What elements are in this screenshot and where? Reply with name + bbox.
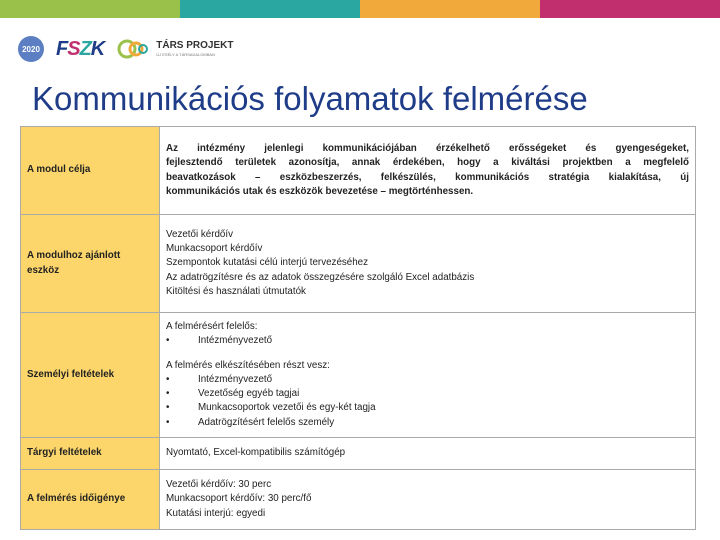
list-item: • Intézményvezető — [166, 334, 689, 348]
list-item: • Munkacsoportok vezetői és egy-két tagja — [166, 401, 689, 415]
row-label: Tárgyi feltételek — [21, 438, 160, 470]
logo-strip — [18, 32, 233, 66]
content-line: Szempontok kutatási célú interjú tervezéséhez — [166, 257, 369, 269]
tars-projekt-logo — [116, 38, 233, 60]
row-label: Személyi feltételek — [21, 313, 160, 438]
program-logo: 2020 — [18, 36, 44, 62]
top-color-bar — [0, 0, 720, 18]
row-label: A felmérés időigénye — [21, 470, 160, 530]
bullet-icon: • — [166, 335, 170, 347]
tars-swirl-icon — [116, 38, 150, 60]
table-row — [21, 438, 696, 470]
content-line: Az adatrögzítésre és az adatok összegzésére szolgáló Excel adatbázis — [166, 271, 475, 283]
table-row — [21, 215, 696, 313]
bullet-icon: • — [166, 388, 170, 400]
content-line: beavatkozások – eszközbeszerzés, felkészülés, kommunikációs stratégia kialakítása, új — [166, 171, 689, 183]
content-line: Vezetői kérdőív — [166, 228, 233, 240]
row-label: A modulhoz ajánlott eszköz — [21, 215, 160, 313]
content-line: Vezetői kérdőív: 30 perc — [166, 479, 272, 491]
row-content — [160, 127, 696, 215]
module-table — [20, 126, 696, 530]
top-bar-teal — [180, 0, 360, 18]
page-title: Kommunikációs folyamatok felmérése — [32, 80, 588, 117]
top-bar-orange — [360, 0, 540, 18]
list-item: • Vezetőség egyéb tagjai — [166, 387, 689, 401]
row-content — [160, 438, 696, 470]
bullet-icon: • — [166, 373, 170, 385]
table-row — [21, 470, 696, 530]
top-bar-green — [0, 0, 180, 18]
list-item: • Adatrögzítésért felelős személy — [166, 416, 689, 430]
content-line: Munkacsoport kérdőív — [166, 243, 263, 255]
fszk-logo: FSZK — [56, 37, 105, 60]
bullet-icon: • — [166, 402, 170, 414]
bullet-icon: • — [166, 416, 170, 428]
row-label: A modul célja — [21, 127, 160, 215]
content-line: Munkacsoport kérdőív: 30 perc/fő — [166, 493, 312, 505]
row-content — [160, 313, 696, 438]
content-line: Kutatási interjú: egyedi — [166, 507, 266, 519]
content-line: Az intézmény jelenlegi kommunikációjában érzékelhető erősségeket és gyengeségeket, — [166, 142, 689, 154]
top-bar-magenta — [540, 0, 720, 18]
content-line: Kitöltési és használati útmutatók — [166, 285, 306, 297]
table-row — [21, 127, 696, 215]
tars-title: TÁRS PROJEKT — [156, 40, 234, 51]
content-line: A felmérés elkészítésében részt vesz: — [166, 359, 330, 371]
row-content — [160, 215, 696, 313]
row-content — [160, 470, 696, 530]
content-line: A felmérésért felelős: — [166, 320, 258, 332]
content-line: fejlesztendő területek azonosítja, annak érdekében, hogy a kiváltási projektben a megfelelő — [166, 157, 689, 169]
tars-subtitle: ÚJ ESÉLY A TÁRSADALOMBAN — [156, 52, 215, 57]
list-item: • Intézményvezető — [166, 373, 689, 387]
content-line: Nyomtató, Excel-kompatibilis számítógép — [166, 447, 346, 459]
content-line: kommunikációs utak és eszközök bevezetése – megtörténhessen. — [166, 185, 474, 197]
table-row — [21, 313, 696, 438]
